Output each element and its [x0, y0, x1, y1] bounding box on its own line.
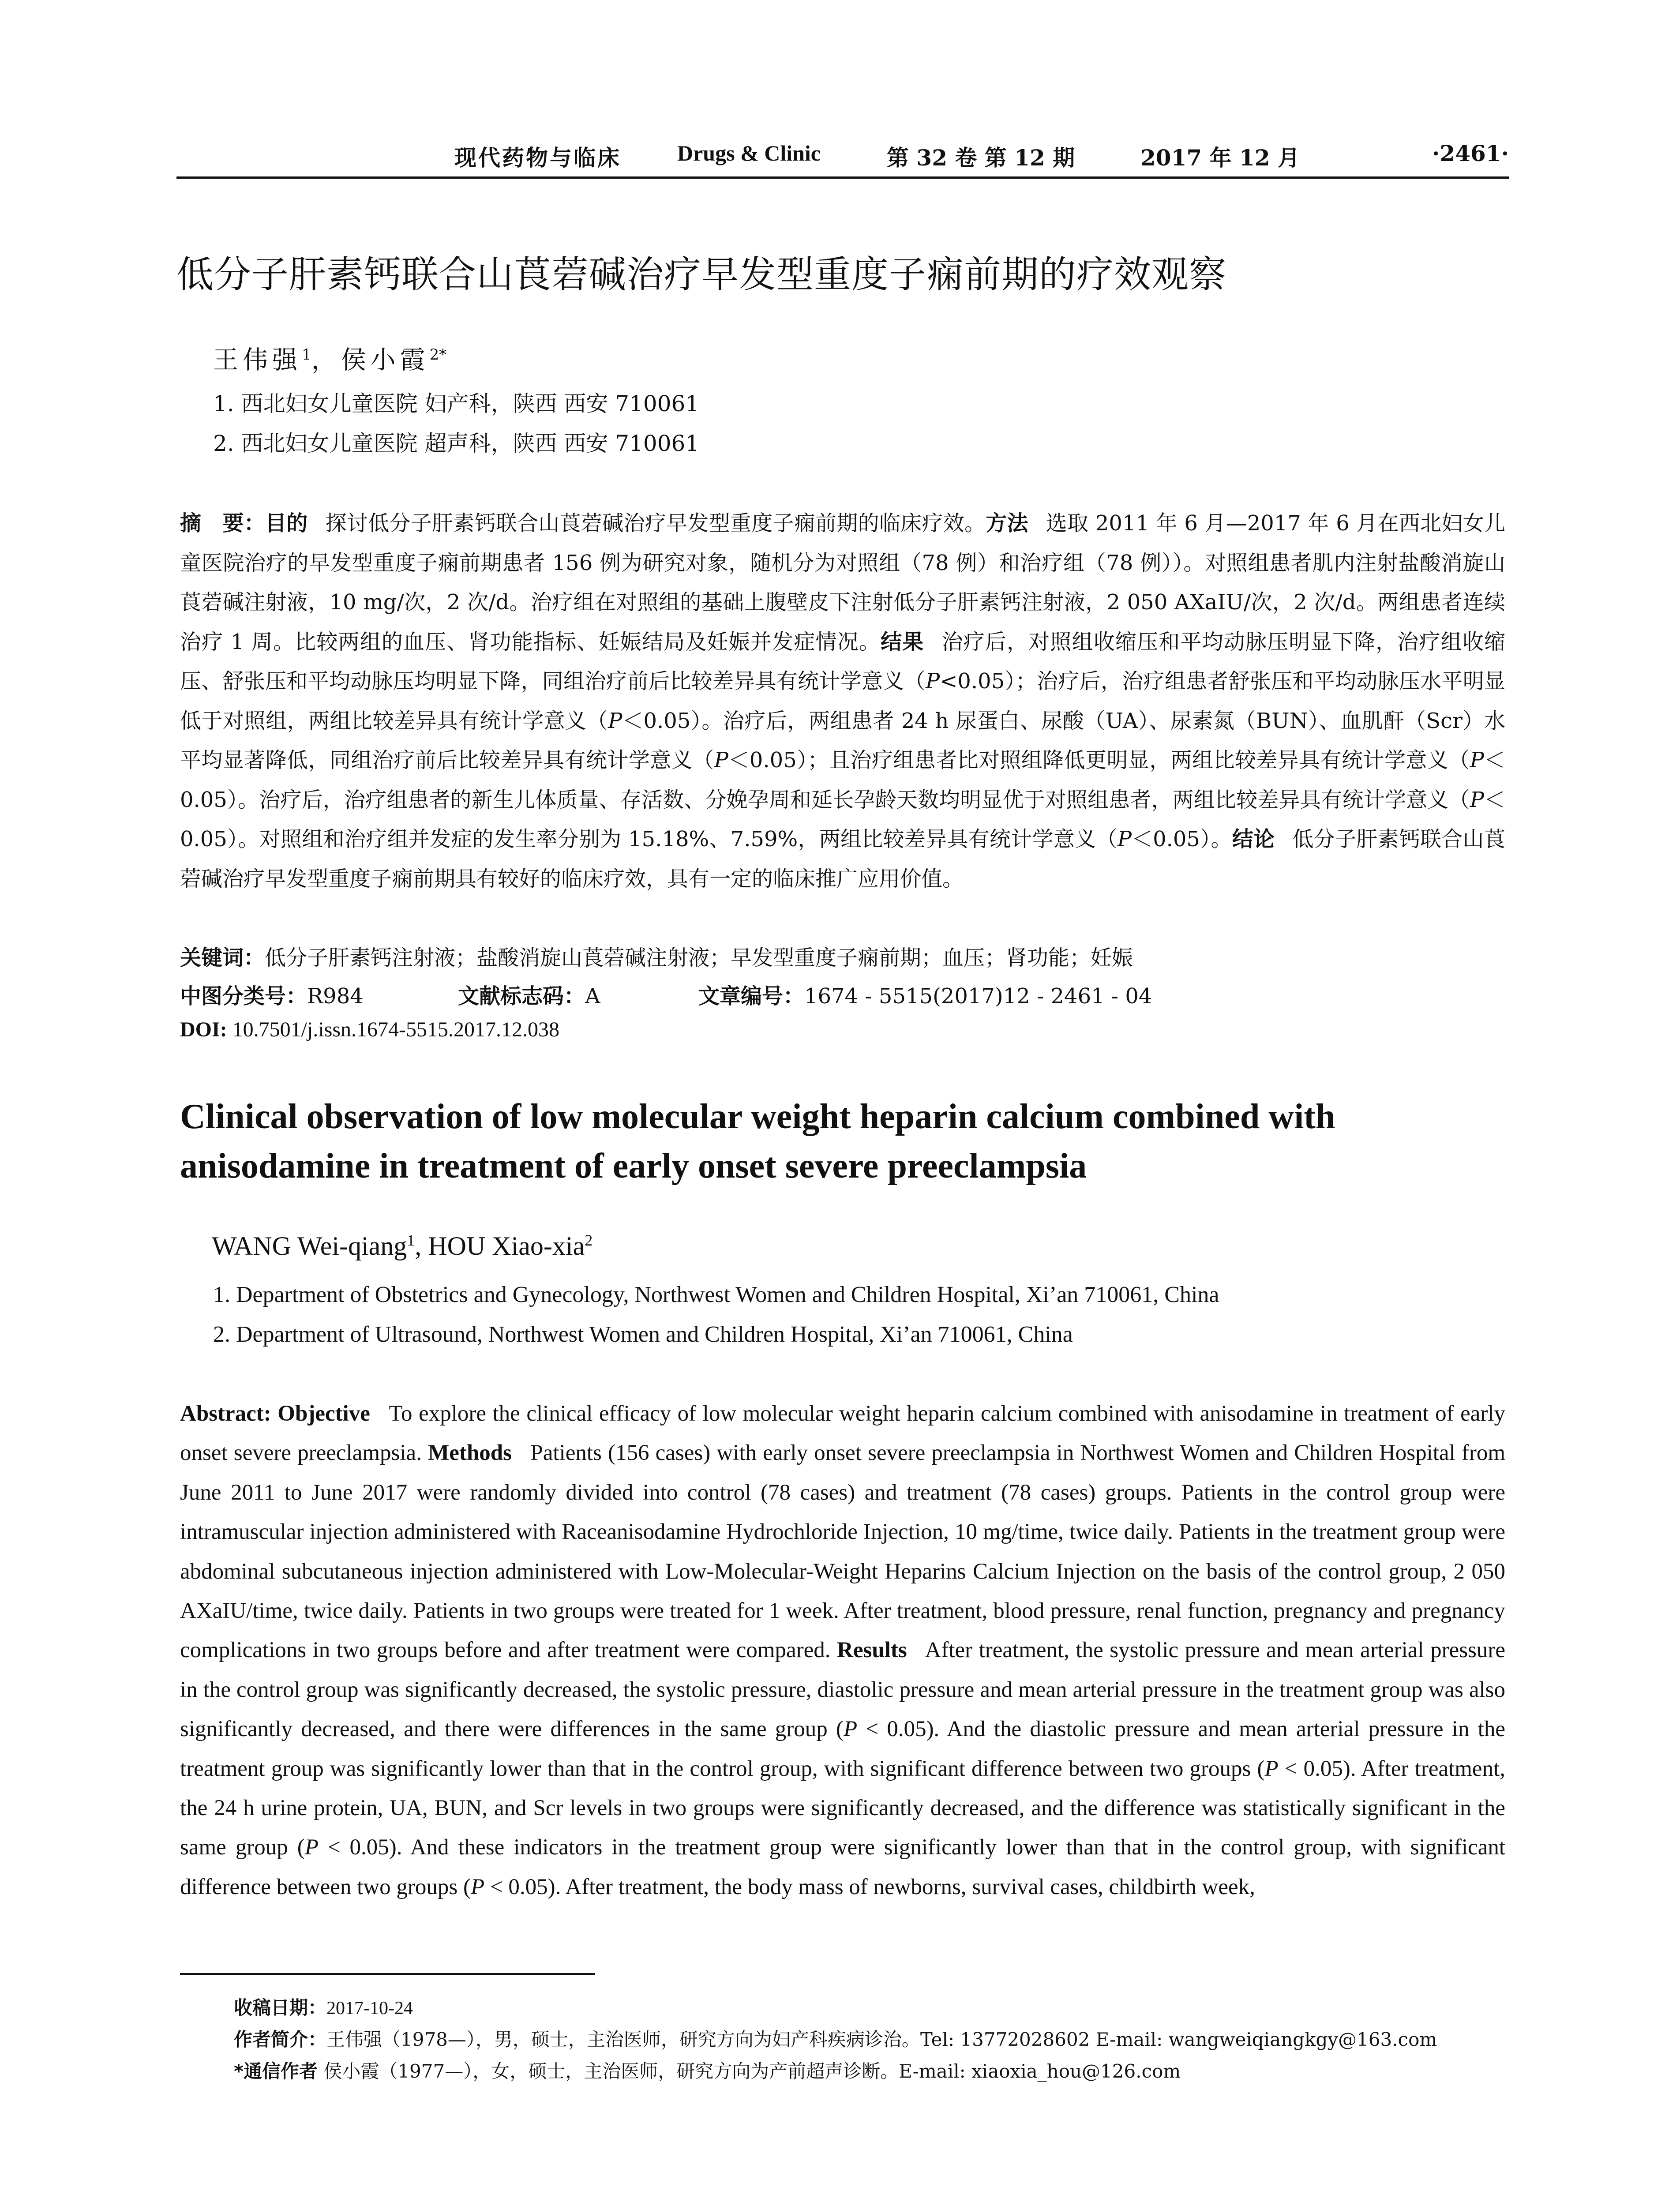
doc-code-value: A [585, 984, 600, 1009]
clc-value: R984 [307, 984, 364, 1009]
results-cn-text-5: ＜0.05）。治疗后，治疗组患者的新生儿体质量、存活数、分娩孕周和延长孕龄天数均明显优于对照组患者，两组比较差异具有统计学意义（ [180, 748, 1505, 812]
clc-label: 中图分类号： [180, 984, 308, 1009]
affiliation-en-1: 1. Department of Obstetrics and Gynecology, Northwest Women and Children Hospital, Xi’an 710061, China [213, 1282, 1219, 1307]
footnote-author-bio [234, 2025, 1437, 2052]
methods-cn-text: 选取 2011 年 6 月—2017 年 6 月在西北妇女儿童医院治疗的早发型重度子痫前期患者 156 例为研究对象，随机分为对照组（78 例）和治疗组（78 例））。对照组患者肌内注射盐酸消旋山莨菪碱注射液，10 mg/次，2 次/d。治疗组在对照组的基础上腹壁皮下注射低分子肝素钙注射液，2 050 AXaIU/次，2 次/d。两组患者连续治疗 1 周。比较两组的血压、肾功能指标、妊娠结局及妊娠并发症情况。 [180, 511, 1505, 654]
received-date: 2017-10-24 [326, 1998, 413, 2018]
clc-field [180, 979, 364, 1009]
results-en-text-1: After treatment, the systolic pressure and mean arterial pressure in the control group was significantly decreased, the systolic pressure, diastolic pressure and mean arterial pressure in the treatment group was also significantly decreased, and there were differences in the same group ( [180, 1638, 1506, 1742]
methods-cn-label: 方法 [986, 511, 1028, 536]
author-bio-text: 王伟强（1978—），男，硕士，主治医师，研究方向为妇产科疾病诊治。Tel: 13772028602 E-mail: wangweiqiangkgy@163.com [326, 2029, 1437, 2050]
abstract-en-label: Abstract: [180, 1401, 271, 1426]
header-rule [176, 176, 1509, 179]
keywords-cn [180, 941, 1133, 971]
author-1-cn: 王伟强 [213, 345, 302, 375]
abstract-en [180, 1394, 1505, 1907]
results-cn-text-1: 治疗后，对照组收缩压和平均动脉压明显下降，治疗组收缩压、舒张压和平均动脉压均明显下降，同组治疗前后比较差异具有统计学意义（ [180, 629, 1505, 694]
results-en-text-4: < 0.05). And these indicators in the treatment group were significantly lower than that in the control group, with significant difference between two groups ( [180, 1835, 1505, 1899]
p-value-symbol: P [925, 669, 940, 694]
title-en: Clinical observation of low molecular weight heparin calcium combined with anisodamine in treatment of early onset severe preeclampsia [180, 1097, 1335, 1186]
results-cn-text-6: ＜0.05）。对照组和治疗组并发症的发生率分别为 15.18%、7.59%，两组比较差异具有统计学意义（ [180, 787, 1505, 852]
author-1-en-affil-mark: 1 [407, 1231, 415, 1249]
results-cn-label: 结果 [881, 629, 924, 654]
results-en-label: Results [837, 1638, 907, 1663]
author-separator-en: , [415, 1231, 428, 1261]
p-value-symbol: P [1264, 1756, 1279, 1781]
doc-code-label: 文献标志码： [458, 984, 585, 1009]
results-en-text-5: < 0.05). After treatment, the body mass of newborns, survival cases, childbirth week, [484, 1874, 1255, 1899]
corresponding-label: *通信作者 [234, 2060, 318, 2082]
affiliation-cn-2: 2. 西北妇女儿童医院 超声科，陕西 西安 710061 [213, 431, 700, 456]
doi-line [180, 1017, 559, 1042]
author-1-en: WANG Wei-qiang [212, 1231, 407, 1261]
results-cn-text-3: ＜0.05）。治疗后，两组患者 24 h 尿蛋白、尿酸（UA）、尿素氮（BUN）、血肌酐（Scr）水平均显著降低，同组治疗前后比较差异具有统计学意义（ [180, 708, 1505, 773]
journal-name-en: Drugs & Clinic [677, 141, 821, 165]
running-header [176, 140, 1509, 176]
p-value-symbol: P [1470, 787, 1484, 812]
abstract-cn-label: 摘 要： [180, 511, 266, 536]
issue-date: 2017 年 12 月 [1140, 145, 1300, 171]
author-2-cn: 侯小霞 [341, 345, 430, 375]
p-value-symbol: P [1117, 827, 1132, 852]
conclusion-cn-label: 结论 [1232, 827, 1275, 852]
footnote-corresponding [234, 2057, 1181, 2083]
p-value-symbol: P [843, 1717, 858, 1742]
author-separator-cn: ， [311, 345, 341, 375]
abstract-cn [180, 504, 1505, 899]
author-bio-label: 作者简介： [234, 2029, 327, 2050]
affiliation-cn-1: 1. 西北妇女儿童医院 妇产科，陕西 西安 710061 [213, 391, 700, 416]
results-cn-text-4: ＜0.05）；且治疗组患者比对照组降低更明显，两组比较差异具有统计学意义（ [728, 748, 1470, 773]
journal-name-cn: 现代药物与临床 [454, 145, 621, 171]
received-label: 收稿日期： [234, 1997, 327, 2018]
p-value-symbol: P [1470, 748, 1484, 773]
p-value-symbol: P [470, 1874, 485, 1899]
volume-issue: 第 32 卷 第 12 期 [887, 145, 1075, 171]
objective-cn-label: 目的 [265, 511, 308, 536]
p-value-symbol: P [714, 748, 728, 773]
objective-cn-text: 探讨低分子肝素钙联合山莨菪碱治疗早发型重度子痫前期的临床疗效。 [325, 511, 986, 536]
keywords-cn-text: 低分子肝素钙注射液；盐酸消旋山莨菪碱注射液；早发型重度子痫前期；血压；肾功能；妊娠 [265, 945, 1133, 970]
objective-en-text: To explore the clinical efficacy of low molecular weight heparin calcium combined with anisodamine in treatment of early onset severe preeclampsia. [180, 1401, 1505, 1466]
methods-en-text: Patients (156 cases) with early onset severe preeclampsia in Northwest Women and Children Hospital from June 2011 to June 2017 were randomly divided into control (78 cases) and treatment (78 cases) groups. Patients in the control group were intramuscular injection administered with Raceanisodamine Hydrochloride Injection, 10 mg/time, twice daily. Patients in the treatment group were abdominal subcutaneous injection administered with Low-Molecular-Weight Heparins Calcium Injection on the basis of the control group, 2 050 AXaIU/time, twice daily. Patients in two groups were treated for 1 week. After treatment, blood pressure, renal function, pregnancy and pregnancy complications in two groups before and after treatment were compared. [180, 1441, 1506, 1663]
p-value-symbol: P [304, 1835, 319, 1860]
authors-en [212, 1231, 592, 1261]
objective-en-label: Objective [278, 1401, 370, 1426]
corresponding-text: 侯小霞（1977—），女，硕士，主治医师，研究方向为产前超声诊断。E-mail: xiaoxia_hou@126.com [317, 2060, 1181, 2082]
author-1-cn-affil-mark: 1 [302, 346, 311, 364]
article-number-field [698, 979, 1152, 1009]
footnote-rule [180, 1973, 595, 1975]
footnote-received [234, 1993, 413, 2020]
author-2-cn-affil-mark: 2* [429, 346, 447, 364]
author-2-en: HOU Xiao-xia [428, 1231, 585, 1261]
conclusion-cn-text: 低分子肝素钙联合山莨菪碱治疗早发型重度子痫前期具有较好的临床疗效，具有一定的临床推广应用价值。 [180, 827, 1505, 891]
p-value-symbol: P [608, 708, 622, 733]
doi-value: 10.7501/j.issn.1674-5515.2017.12.038 [227, 1018, 560, 1041]
results-en-text-2: < 0.05). And the diastolic pressure and mean arterial pressure in the treatment group was significantly lower than that in the control group, with significant difference between two groups ( [180, 1717, 1505, 1781]
article-number-value: 1674 - 5515(2017)12 - 2461 - 04 [804, 984, 1152, 1009]
author-2-en-affil-mark: 2 [585, 1231, 593, 1249]
article-number-label: 文章编号： [698, 984, 805, 1009]
results-cn-text-2: <0.05）；治疗后，治疗组患者舒张压和平均动脉压水平明显低于对照组，两组比较差异具有统计学意义（ [180, 669, 1505, 733]
results-cn-text-7: ＜0.05）。 [1132, 827, 1232, 852]
authors-cn [213, 340, 446, 376]
doi-label: DOI: [180, 1018, 227, 1041]
methods-en-label: Methods [428, 1441, 512, 1466]
keywords-cn-label: 关键词： [180, 945, 265, 970]
affiliation-en-2: 2. Department of Ultrasound, Northwest Women and Children Hospital, Xi’an 710061, China [213, 1322, 1073, 1347]
doc-code-field [458, 979, 600, 1009]
page-number: ·2461· [1432, 140, 1509, 166]
title-cn: 低分子肝素钙联合山莨菪碱治疗早发型重度子痫前期的疗效观察 [176, 253, 1227, 296]
results-en-text-3: < 0.05). After treatment, the 24 h urine protein, UA, BUN, and Scr levels in two groups were significantly decreased, and the difference was statistically significant in the same group ( [180, 1756, 1505, 1860]
